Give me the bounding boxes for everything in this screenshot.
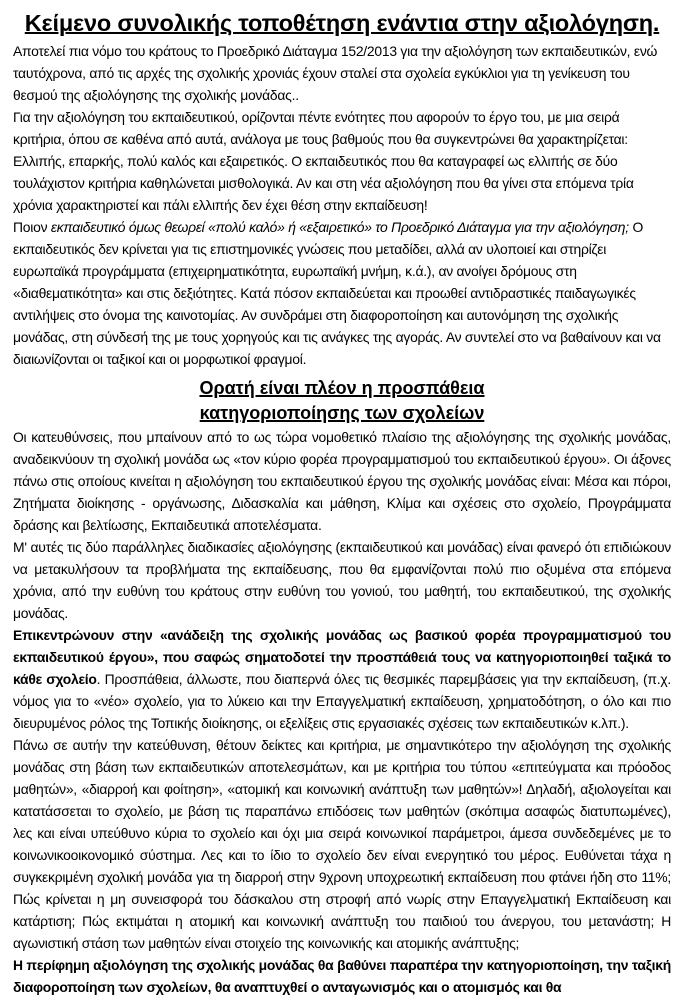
paragraph: Αποτελεί πια νόμο του κράτους το Προεδρικό Διάταγμα 152/2013 για την αξιολόγηση των εκπαιδευτικών, ενώ ταυτόχρονα, από τις αρχές της σχολικής χρονιάς έχουν σταλεί στα σχολεία εγκύκλιοι για τη γενίκευση του θεσμού της αξιολόγησης της σχολικής μονάδας..	[13, 43, 658, 103]
paragraph: Πάνω σε αυτήν την κατεύθυνση, θέτουν δείκτες και κριτήρια, με σημαντικότερο την αξιολόγηση της σχολικής μονάδας στη βάση των εκπαιδευτικών αποτελεσμάτων, και με κριτήρια του τύπου «επιτεύγματα και πρόοδος μαθητών», «διαρροή και φοίτηση», «ατομική και κοινωνική ανάπτυξη των μαθητών»! Δηλαδή, αξιολογείται και κατατάσσεται το σχολείο, με βάση τις παραπάνω επιδόσεις των μαθητών (σκόπιμα ασαφώς διατυπωμένες), λες και είναι υπεύθυνο κύρια το σχολείο και όχι μια σειρά κοινωνικοί παράμετροι, άμεσα συνδεδεμένες με το κοινωνικοοικονομικό σύστημα. Λες και το ίδιο το σχολείο δεν είναι ενεργητικό του μέρος. Ευθύνεται τάχα η συγκεκριμένη σχολική μονάδα για τη διαρροή στην 9χρονη υποχρεωτική εκπαίδευση που φτάνει ήδη στο 11%; Πώς κρίνεται η μη συνεισφορά του δάσκαλου στη στροφή από νωρίς στην Επαγγελματική Εκπαίδευση και κατάρτιση; Πώς εκτιμάται η ατομική και κοινωνική ανάπτυξη του παιδιού του άνεργου, του μετανάστη; Η αγωνιστική στάση των μαθητών είναι στοιχείο της κοινωνικής και ατομικής ανάπτυξης;	[13, 737, 671, 951]
paragraph-text: Ο εκπαιδευτικός δεν κρίνεται για τις επιστημονικές γνώσεις που μεταδίδει, αλλά αν υλοποιεί και στηρίζει ευρωπαϊκά προγράμματα (επιχειρηματικότητα, ευρωπαϊκή μνήμη, κ.ά.), αν ανοίγει δρόμους στη «διαθεματικότητα» και στις δεξιότητες. Κατά πόσον εκπαιδεύεται και προωθεί αντιδραστικές παιδαγωγικές αντιλήψεις στο όνομα της καινοτομίας. Αν συνδράμει στη διαφοροποίηση και αυτονόμηση της σχολικής μονάδας, στη σύνδεσή της με τους χορηγούς και τις ανάγκες της αγοράς. Αν συντελεί στο να βαθαίνουν και να διαιωνίζονται οι ταξικοί και οι μορφωτικοί φραγμοί.	[13, 219, 661, 367]
section-intro	[13, 40, 671, 370]
paragraph: Για την αξιολόγηση του εκπαιδευτικού, ορίζονται πέντε ενότητες που αφορούν το έργο του, με μια σειρά κριτήρια, όπου σε καθένα από αυτά, ανάλογα με τους βαθμούς που θα συγκεντρώνει θα χαρακτηρίζεται: Ελλιπής, επαρκής, πολύ καλός και εξαιρετικός. Ο εκπαιδευτικός που θα καταγραφεί ως ελλιπής σε δύο τουλάχιστον κριτήρια καθηλώνεται μισθολογικά. Αν και στη νέα αξιολόγηση που θα γίνει στα επόμενα τρία χρόνια χαρακτηριστεί και πάλι ελλιπής δεν έχει θέση στην εκπαίδευση!	[13, 109, 634, 213]
bold-emphasis: Επικεντρώνουν στην «ανάδειξη της σχολικής μονάδας ως βασικού φορέα προγραμματισμού του εκπαιδευτικού έργου», που σαφώς σηματοδοτεί την προσπάθειά τους να κατηγοριοποιηθεί ταξικά το κάθε σχολείο	[13, 627, 671, 687]
section-subtitle	[13, 376, 671, 425]
document-title: Κείμενο συνολικής τοποθέτηση ενάντια στην αξιολόγηση.	[24, 10, 660, 36]
paragraph: Οι κατευθύνσεις, που μπαίνουν από το ως τώρα νομοθετικό πλαίσιο της αξιολόγησης της σχολικής μονάδας, αναδεικνύουν τη σχολική μονάδα ως «τον κύριο φορέα προγραμματισμού του εκπαιδευτικού έργου». Οι άξονες πάνω στις οποίους κινείται η αξιολόγηση του εκπαιδευτικού έργου της σχολικής μονάδας είναι: Μέσα και πόροι, Ζητήματα διοίκησης - οργάνωσης, Διδασκαλία και μάθηση, Κλίμα και σχέσεις στο σχολείο, Προγράμματα δράσης και βελτίωσης, Εκπαιδευτικά αποτελέσματα.	[13, 429, 671, 533]
bold-emphasis: Η περίφημη αξιολόγηση της σχολικής μονάδας θα βαθύνει παραπέρα την κατηγοριοποίηση, την ταξική διαφοροποίηση των σχολείων, θα αναπτυχθεί ο ανταγωνισμός και ο ατομισμός και θα	[13, 957, 671, 995]
paragraph	[13, 216, 671, 370]
paragraph: Μ' αυτές τις δύο παράλληλες διαδικασίες αξιολόγησης (εκπαιδευτικού και μονάδας) είναι φανερό ότι επιδιώκουν να μετακυλήσουν τα προβλήματα της εκπαίδευσης, που θα εμφανίζονται πολύ πιο οξυμένα στα επόμενα χρόνια, από την ευθύνη του κράτους στην ευθύνη του γονιού, του μαθητή, του εκπαιδευτικού, της σχολικής μονάδας.	[13, 539, 671, 621]
paragraph-text: Ποιον	[13, 219, 51, 235]
paragraph	[13, 954, 671, 998]
italic-question: εκπαιδευτικό όμως θεωρεί «πολύ καλό» ή «εξαιρετικό» το Προεδρικό Διάταγμα για την αξιολόγηση;	[50, 219, 629, 235]
subtitle-line: κατηγοριοποίησης των σχολείων	[199, 402, 485, 423]
section-categorization	[13, 426, 671, 998]
paragraph-text: . Προσπάθεια, άλλωστε, που διαπερνά όλες τις θεσμικές παρεμβάσεις για την εκπαίδευση, (π.χ. νόμος για το «νέο» σχολείο, για το λύκειο και την Επαγγελματική εκπαίδευση, χρηματοδότηση, ο όλο και πιο διευρυμένος ρόλος της Τοπικής διοίκησης, οι εξελίξεις στις εργασιακές σχέσεις των εκπαιδευτικών κ.λπ.).	[13, 671, 671, 731]
subtitle-line: Ορατή είναι πλέον η προσπάθεια	[199, 378, 485, 398]
document-page	[0, 6, 683, 998]
paragraph	[13, 624, 671, 734]
